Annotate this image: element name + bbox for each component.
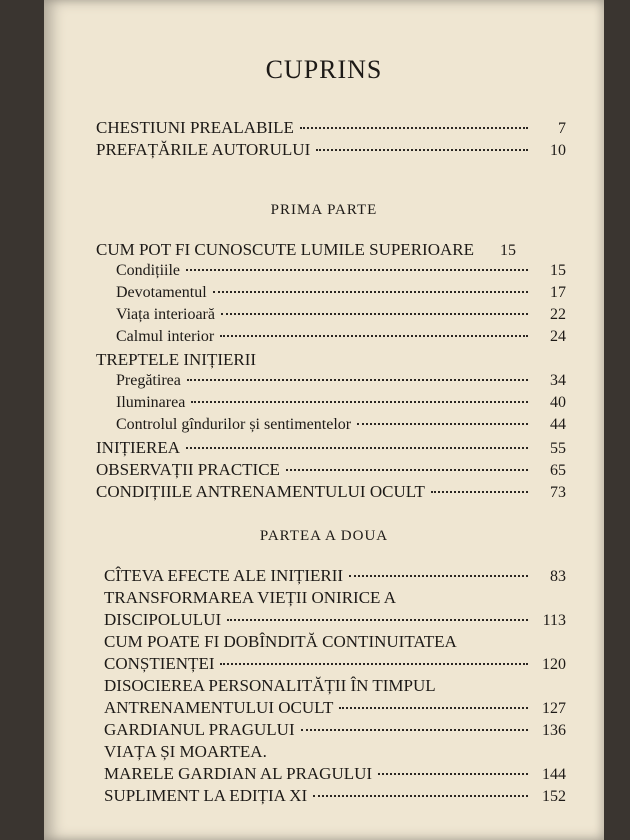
toc-entry-label: ANTRENAMENTULUI OCULT bbox=[104, 698, 334, 717]
toc-entry-page: 40 bbox=[550, 394, 566, 411]
toc-entry bbox=[104, 632, 566, 654]
toc-entry-label: INIȚIEREA bbox=[96, 438, 181, 457]
toc-entry bbox=[116, 262, 566, 284]
toc-leader bbox=[220, 335, 528, 337]
toc-entry-label: TRANSFORMAREA VIEȚII ONIRICE A bbox=[104, 588, 397, 607]
toc-entry bbox=[96, 350, 566, 372]
toc-entry-page: 44 bbox=[550, 416, 566, 433]
toc-entry-page: 34 bbox=[550, 372, 566, 389]
toc-entry bbox=[116, 284, 566, 306]
toc-entry bbox=[96, 118, 566, 140]
toc-entry-label: CHESTIUNI PREALABILE bbox=[96, 118, 294, 137]
toc-leader bbox=[187, 379, 528, 381]
toc-entry bbox=[104, 764, 566, 786]
toc-entry-page: 55 bbox=[550, 440, 566, 457]
toc-entry-label: CONDIȚIILE ANTRENAMENTULUI OCULT bbox=[96, 482, 425, 501]
toc-leader bbox=[316, 149, 528, 151]
toc-leader bbox=[357, 423, 528, 425]
toc-leader bbox=[378, 773, 528, 775]
toc-entry bbox=[104, 676, 566, 698]
toc-entry-page: 152 bbox=[542, 788, 566, 805]
toc-entry-label: PREFAȚĂRILE AUTORULUI bbox=[96, 140, 311, 159]
toc-entry-label: DISCIPOLULUI bbox=[104, 610, 222, 629]
toc-leader bbox=[221, 313, 528, 315]
toc-entry bbox=[104, 742, 566, 764]
toc-entry bbox=[116, 394, 566, 416]
toc-entry bbox=[104, 720, 566, 742]
toc-entry-page: 17 bbox=[550, 284, 566, 301]
toc-entry-label: Calmul interior bbox=[116, 328, 215, 345]
toc-entry bbox=[104, 654, 566, 676]
toc-entry-label: SUPLIMENT LA EDIȚIA XI bbox=[104, 786, 308, 805]
toc-leader bbox=[213, 291, 528, 293]
toc-entry bbox=[104, 610, 566, 632]
toc-entry-label: Devotamentul bbox=[116, 284, 207, 301]
toc-leader bbox=[313, 795, 528, 797]
toc-leader bbox=[186, 447, 528, 449]
toc-leader bbox=[286, 469, 528, 471]
toc-entry-label: Pregătirea bbox=[116, 372, 181, 389]
toc-entry-page: 24 bbox=[550, 328, 566, 345]
toc-entry bbox=[104, 698, 566, 720]
toc-leader bbox=[300, 127, 528, 129]
toc-entry-label: CÎTEVA EFECTE ALE INIȚIERII bbox=[104, 566, 344, 585]
toc-entry-page: 120 bbox=[542, 656, 566, 673]
toc-entry-label: GARDIANUL PRAGULUI bbox=[104, 720, 295, 739]
toc-entry bbox=[104, 588, 566, 610]
toc-entry-page: 83 bbox=[550, 568, 566, 585]
toc-title: CUPRINS bbox=[265, 55, 383, 84]
toc-entry bbox=[116, 372, 566, 394]
toc-leader bbox=[220, 663, 528, 665]
toc-leader bbox=[339, 707, 528, 709]
toc-entry-page: 10 bbox=[550, 142, 566, 159]
toc-leader bbox=[349, 575, 528, 577]
toc-entry-label: Iluminarea bbox=[116, 394, 186, 411]
toc-entry-page: 7 bbox=[558, 120, 566, 137]
toc-entry-label: MARELE GARDIAN AL PRAGULUI bbox=[104, 764, 373, 783]
toc-entry-page: 136 bbox=[542, 722, 566, 739]
toc-entry-page: 127 bbox=[542, 700, 566, 717]
part-title: PRIMA PARTE bbox=[270, 202, 378, 218]
toc-entry-page: 113 bbox=[542, 612, 566, 629]
toc-entry-label: VIAȚA ȘI MOARTEA. bbox=[104, 742, 267, 761]
toc-entry-page: 144 bbox=[542, 766, 566, 783]
toc-leader bbox=[431, 491, 528, 493]
toc-entry bbox=[96, 140, 566, 162]
toc-entry-label: CUM POT FI CUNOSCUTE LUMILE SUPERIOARE bbox=[96, 240, 474, 259]
toc-entry bbox=[116, 416, 566, 438]
toc-entry-label: TREPTELE INIȚIERII bbox=[96, 350, 257, 369]
toc-entry bbox=[116, 328, 566, 350]
book-page bbox=[44, 0, 604, 840]
toc-entry-page: 15 bbox=[499, 242, 516, 259]
toc-entry-label: DISOCIEREA PERSONALITĂȚII ÎN TIMPUL bbox=[104, 676, 436, 695]
toc-entry-label: CUM POATE FI DOBÎNDITĂ CONTINUITATEA bbox=[104, 632, 457, 651]
toc-entry-label: Controlul gîndurilor și sentimentelor bbox=[116, 416, 352, 433]
toc-entry-page: 15 bbox=[550, 262, 566, 279]
toc-leader bbox=[191, 401, 528, 403]
toc-entry-label: OBSERVAȚII PRACTICE bbox=[96, 460, 280, 479]
toc-entry-page: 22 bbox=[550, 306, 566, 323]
toc-entry bbox=[104, 566, 566, 588]
toc-entry bbox=[116, 306, 566, 328]
toc-entry-label: Condițiile bbox=[116, 262, 180, 279]
toc-leader bbox=[301, 729, 528, 731]
toc-leader bbox=[227, 619, 528, 621]
toc-entry bbox=[96, 240, 566, 262]
toc-leader bbox=[186, 269, 528, 271]
toc-entry bbox=[96, 438, 566, 460]
toc-entry bbox=[96, 482, 566, 504]
part-title: PARTEA A DOUA bbox=[259, 528, 389, 544]
toc-entry-label: Viața interioară bbox=[116, 306, 215, 323]
toc-entry-page: 73 bbox=[550, 484, 566, 501]
toc-entry-label: CONȘTIENȚEI bbox=[104, 654, 215, 673]
toc-entry bbox=[96, 460, 566, 482]
toc-entry bbox=[104, 786, 566, 808]
toc-entry-page: 65 bbox=[550, 462, 566, 479]
